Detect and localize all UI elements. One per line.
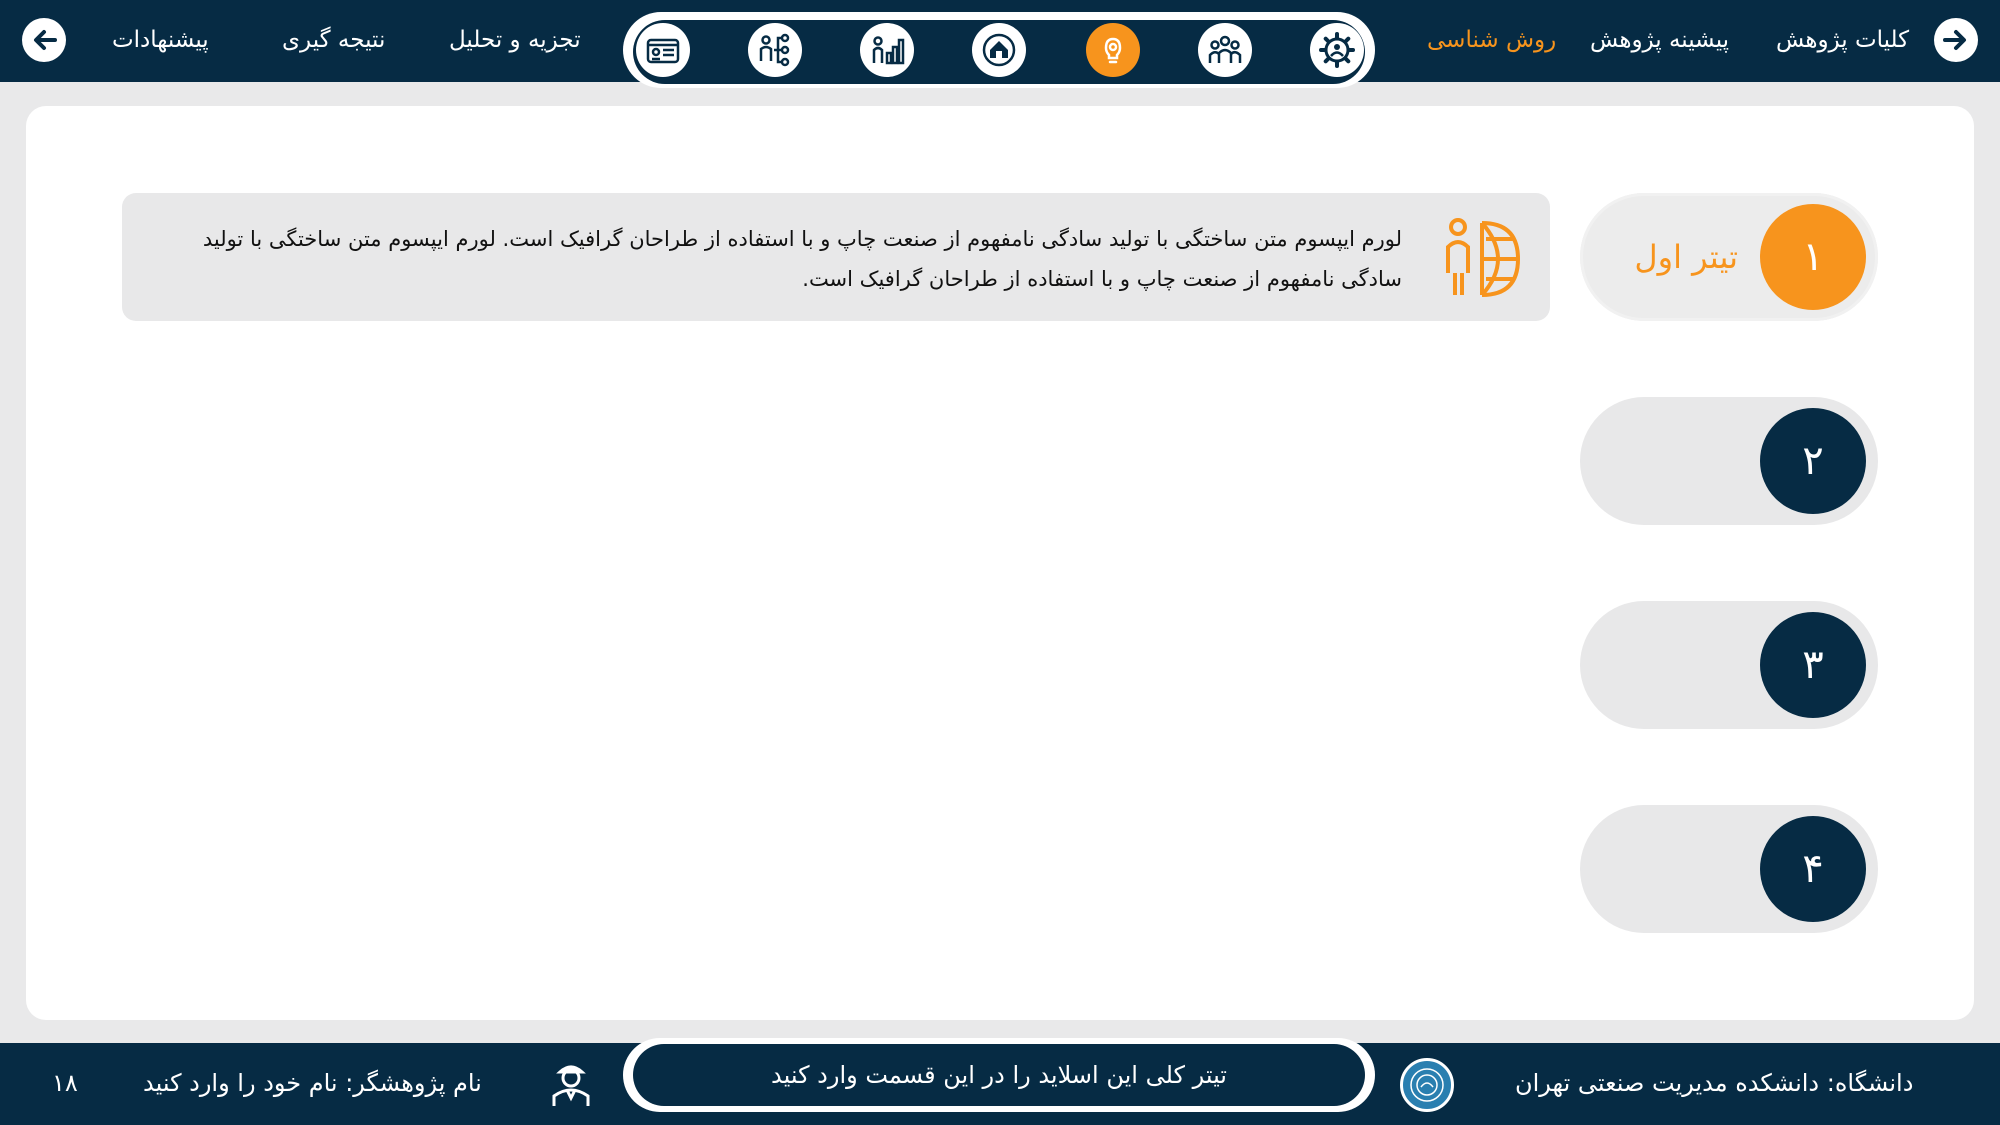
bar-chart-person-icon-button[interactable] (860, 23, 914, 77)
page-number: ۱۸ (52, 1069, 78, 1097)
idea-bulb-icon (1094, 31, 1132, 69)
nav-item-methodology[interactable]: روش شناسی (1427, 27, 1557, 53)
home-icon (980, 31, 1018, 69)
arrow-left-icon (27, 23, 61, 57)
university-name: دانشگاه: دانشکده مدیریت صنعتی تهران (1515, 1069, 1914, 1097)
home-icon-button[interactable] (972, 23, 1026, 77)
gear-person-icon-button[interactable] (1310, 23, 1364, 77)
step-2-pill[interactable] (1580, 397, 1878, 525)
step-3-pill[interactable] (1580, 601, 1878, 729)
researcher-avatar (548, 1060, 594, 1108)
next-arrow-button[interactable] (1934, 18, 1978, 62)
nav-item-research-overview[interactable]: کلیات پژوهش (1776, 27, 1910, 53)
description-text: لورم ایپسوم متن ساختگی با تولید سادگی نامفهوم از صنعت چاپ و با استفاده از طراحان گرافیک است. لورم ایپسوم متن ساختگی با تولید سادگی نامفهوم از صنعت چاپ و با استفاده از طراحان گرافیک است. (202, 227, 1402, 291)
description-box (122, 193, 1550, 321)
step-4-number: ۴ (1760, 816, 1866, 922)
step-3-number: ۳ (1760, 612, 1866, 718)
network-person-icon (756, 31, 794, 69)
step-1-number: ۱ (1760, 204, 1866, 310)
bar-chart-person-icon (868, 31, 906, 69)
step-2-number: ۲ (1760, 408, 1866, 514)
nav-item-literature-review[interactable]: پیشینه پژوهش (1590, 27, 1730, 53)
nav-item-conclusion[interactable]: نتیجه گیری (282, 27, 386, 53)
researcher-name: نام پژوهشگر: نام خود را وارد کنید (143, 1069, 482, 1097)
step-1-pill[interactable] (1580, 193, 1878, 321)
idea-bulb-icon-button[interactable] (1086, 23, 1140, 77)
nav-item-suggestions[interactable]: پیشنهادات (112, 27, 209, 53)
researcher-avatar-icon (548, 1060, 594, 1108)
university-seal-icon (1407, 1065, 1447, 1105)
team-icon-button[interactable] (1198, 23, 1252, 77)
step-4-pill[interactable] (1580, 805, 1878, 933)
id-card-icon-button[interactable] (636, 23, 690, 77)
gear-person-icon (1318, 31, 1356, 69)
team-icon (1206, 31, 1244, 69)
university-seal-logo (1400, 1058, 1454, 1112)
step-1-label: تیتر اول (1634, 238, 1738, 276)
network-person-icon-button[interactable] (748, 23, 802, 77)
person-globe-icon (1442, 215, 1522, 299)
arrow-right-icon (1939, 23, 1973, 57)
nav-item-analysis[interactable]: تجزیه و تحلیل (449, 27, 581, 53)
id-card-icon (644, 31, 682, 69)
slide-title[interactable]: تیتر کلی این اسلاید را در این قسمت وارد کنید (633, 1044, 1365, 1106)
previous-arrow-button[interactable] (22, 18, 66, 62)
